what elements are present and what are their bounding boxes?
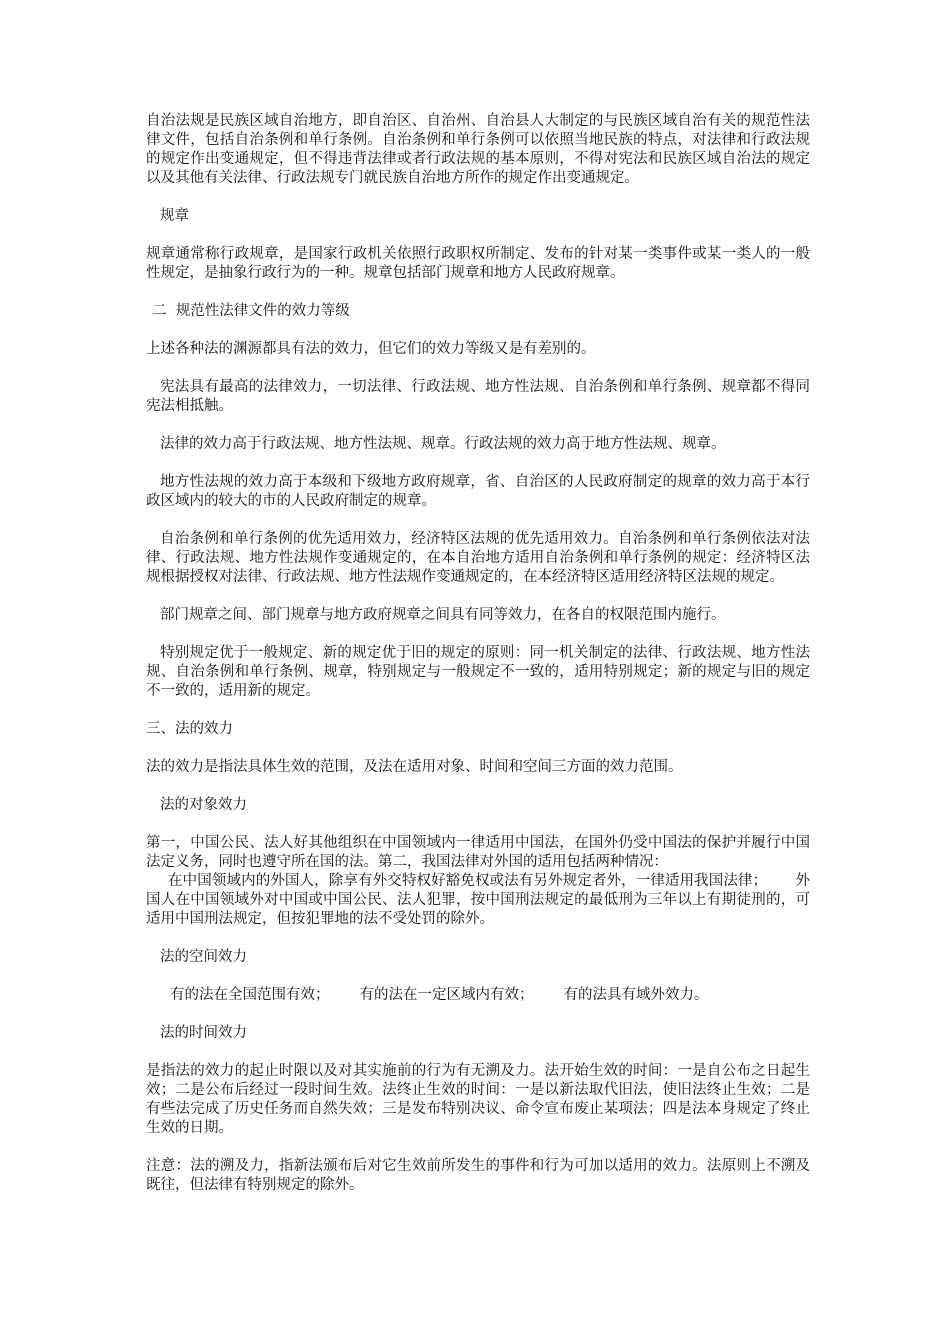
space-item-national: 有的法在全国范围有效；: [170, 987, 330, 1003]
space-item-extraterritorial: 有的法具有域外效力。: [563, 987, 709, 1003]
space-effect-list: [146, 986, 810, 1005]
paragraph-section-2-intro: 上述各种法的渊源都具有法的效力，但它们的效力等级又是有差别的。: [146, 341, 596, 357]
heading-section-3: 三、法的效力: [146, 721, 233, 737]
paragraph-retroactivity-note: 注意：法的溯及力，指新法颁布后对它生效前所发生的事件和行为可加以适用的效力。法原则上不溯及既往，但法律有特别规定的除外。: [146, 1158, 810, 1193]
paragraph-object-effect: [146, 834, 810, 929]
paragraph-rules: 规章通常称行政规章，是国家行政机关依照行政职权所制定、发布的针对某一类事件或某一类人的一般性规定，是抽象行政行为的一种。规章包括部门规章和地方人民政府规章。: [146, 246, 810, 281]
heading-section-2: 二 规范性法律文件的效力等级: [152, 303, 350, 319]
paragraph-section-3-intro: 法的效力是指法具体生效的范围，及法在适用对象、时间和空间三方面的效力范围。: [146, 759, 683, 775]
heading-time-effect: 法的时间效力: [160, 1025, 247, 1041]
space-item-regional: 有的法在一定区域内有效；: [359, 987, 534, 1003]
paragraph-equal-effect: 部门规章之间、部门规章与地方政府规章之间具有同等效力，在各自的权限范围内施行。: [160, 607, 726, 623]
paragraph-law-hierarchy: 法律的效力高于行政法规、地方性法规、规章。行政法规的效力高于地方性法规、规章。: [160, 436, 726, 452]
paragraph-priority-application: 自治条例和单行条例的优先适用效力，经济特区法规的优先适用效力。自治条例和单行条例依法对法律、行政法规、地方性法规作变通规定的，在本自治地方适用自治条例和单行条例的规定：经济特区法规根据授权对法律、行政法规、地方性法规作变通规定的，在本经济特区适用经济特区法规的规定。: [146, 531, 810, 585]
paragraph-autonomy-regulations: 自治法规是民族区域自治地方，即自治区、自治州、自治县人大制定的与民族区域自治有关的规范性法律文件，包括自治条例和单行条例。自治条例和单行条例可以依照当地民族的特点，对法律和行政法规的规定作出变通规定，但不得违背法律或者行政法规的基本原则，不得对宪法和民族区域自治法的规定以及其他有关法律、行政法规专门就民族自治地方所作的规定作出变通规定。: [146, 113, 810, 186]
paragraph-constitution: 宪法具有最高的法律效力，一切法律、行政法规、地方性法规、自治条例和单行条例、规章都不得同宪法相抵触。: [146, 379, 810, 414]
document-page: [146, 112, 810, 1214]
heading-space-effect: 法的空间效力: [160, 949, 247, 965]
paragraph-special-rule: 特别规定优于一般规定、新的规定优于旧的规定的原则：同一机关制定的法律、行政法规、地方性法规、自治条例和单行条例、规章，特别规定与一般规定不一致的，适用特别规定；新的规定与旧的规定不一致的，适用新的规定。: [146, 645, 810, 699]
heading-object-effect: 法的对象效力: [160, 797, 247, 813]
paragraph-time-effect: 是指法的效力的起止时限以及对其实施前的行为有无溯及力。法开始生效的时间：一是自公布之日起生效；二是公布后经过一段时间生效。法终止生效的时间：一是以新法取代旧法，使旧法终止生效；二是有些法完成了历史任务而自然失效；三是发布特别决议、命令宣布废止某项法；四是法本身规定了终止生效的日期。: [146, 1063, 810, 1136]
object-effect-part-2: 在中国领域内的外国人，除享有外交特权好豁免权或法有另外规定者外，一律适用我国法律； 外国人在中国领域外对中国或中国公民、法人犯罪，按中国刑法规定的最低刑为三年以上有期徒刑的，可适用中国刑法规定，但按犯罪地的法不受处罚的除外。: [146, 873, 810, 927]
paragraph-local-regulations: 地方性法规的效力高于本级和下级地方政府规章，省、自治区的人民政府制定的规章的效力高于本行政区域内的较大的市的人民政府制定的规章。: [146, 474, 810, 509]
heading-rules: 规章: [160, 208, 189, 224]
object-effect-part-1: 第一，中国公民、法人好其他组织在中国领域内一律适用中国法，在国外仍受中国法的保护并履行中国法定义务，同时也遵守所在国的法。第二，我国法律对外国的适用包括两种情况：: [146, 835, 810, 870]
